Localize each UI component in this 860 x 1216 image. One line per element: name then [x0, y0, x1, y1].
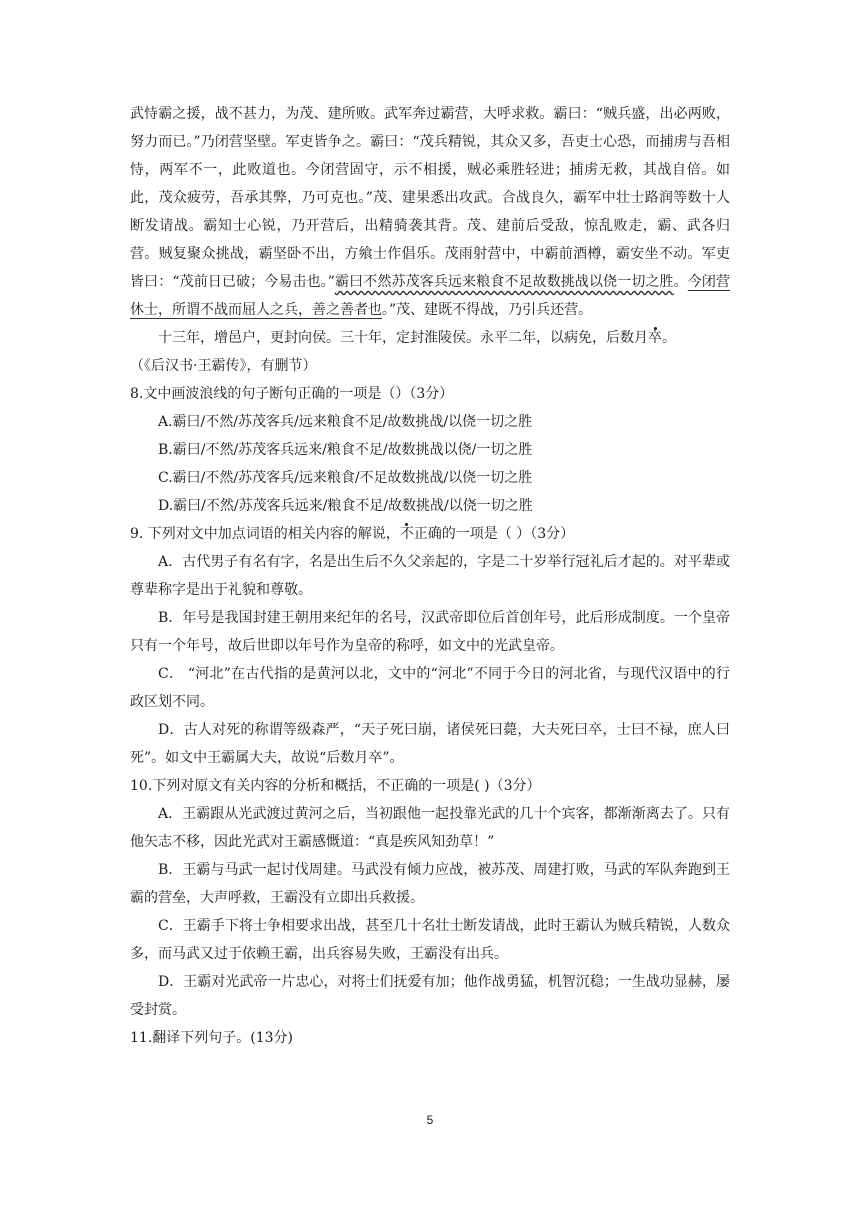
passage-text: 。 — [673, 274, 688, 290]
wavy-underlined-sentence: 霸曰不然苏茂客兵远来粮食不足故数挑战以侥一切之胜 — [334, 274, 674, 290]
passage-text: 。 — [662, 330, 676, 346]
question-10-option-c: C．王霸手下将士争相要求出战，甚至几十名壮士断发请战，此时王霸认为贼兵精锐，人数众多，而马武又过于依赖王霸，出兵容易失败，王霸没有出兵。 — [130, 918, 730, 962]
passage-paragraph-1 — [130, 100, 730, 324]
question-10-stem: 10.下列对原文有关内容的分析和概括，不正确的一项是( )（3分） — [130, 778, 541, 794]
question-9-stem-text: 9. 下列对文中加点词语的相关内容的解说， — [130, 526, 400, 542]
passage-source: （《后汉书·王霸传》，有删节） — [130, 358, 317, 374]
question-9 — [130, 520, 730, 772]
question-11-stem: 11.翻译下列句子。(13分) — [130, 1030, 294, 1046]
question-11 — [130, 1024, 730, 1052]
question-8-option-d: D.霸曰/不然/苏茂客兵远来/粮食不足/故数挑战/以侥一切之胜 — [158, 498, 533, 514]
question-10 — [130, 772, 730, 1024]
underlined-sentence: 今闭营休士，所谓不战而屈人之兵，善之善者也 — [130, 274, 730, 318]
page-content — [130, 100, 730, 1052]
question-9-option-a: A．古代男子有名有字，名是出生后不久父亲起的，字是二十岁举行冠礼后才起的。对平辈或尊辈称字是出于礼貌和尊敬。 — [130, 554, 730, 598]
question-10-option-d: D．王霸对光武帝一片忠心，对将士们抚爱有加；他作战勇猛，机智沉稳；一生战功显赫，屡受封赏。 — [130, 974, 730, 1018]
question-8-option-c: C.霸曰/不然/苏茂客兵/远来粮食/不足故数挑战/以侥一切之胜 — [158, 470, 533, 486]
question-8-stem: 8.文中画波浪线的句子断句正确的一项是（）（3分） — [130, 386, 454, 402]
page-number: 5 — [426, 1113, 434, 1127]
question-8-option-b: B.霸曰/不然/苏茂客兵远来/粮食不足/故数挑战以侥/一切之胜 — [158, 442, 533, 458]
passage-text: 。”茂、建既不得战，乃引兵还营。 — [382, 302, 593, 318]
question-9-option-c: C． “河北”在古代指的是黄河以北，文中的“河北”不同于今日的河北省，与现代汉语中的行政区划不同。 — [130, 666, 730, 710]
question-10-option-a: A．王霸跟从光武渡过黄河之后，当初跟他一起投靠光武的几十个宾客，都渐渐离去了。只有他矢志不移，因此光武对王霸感慨道：“真是疾风知劲草！” — [130, 806, 730, 850]
question-9-option-d: D．古人对死的称谓等级森严，“天子死曰崩，诸侯死曰薨，大夫死曰卒，士曰不禄，庶人曰死”。如文中王霸属大夫，故说“后数月卒”。 — [130, 722, 730, 766]
classical-passage — [130, 100, 730, 380]
question-9-stem-text: 正确的一项是（ ）（3分） — [413, 526, 575, 542]
question-8-option-a: A.霸曰/不然/苏茂客兵/远来粮食不足/故数挑战/以侥一切之胜 — [158, 414, 533, 430]
question-9-stem — [130, 520, 730, 548]
passage-paragraph-2 — [130, 324, 730, 352]
question-8 — [130, 380, 730, 520]
question-9-option-b: B．年号是我国封建王朝用来纪年的名号，汉武帝即位后首创年号，此后形成制度。一个皇帝只有一个年号，故后世即以年号作为皇帝的称呼，如文中的光武皇帝。 — [130, 610, 730, 654]
passage-text: 武恃霸之援，战不甚力，为茂、建所败。武军奔过霸营，大呼求救。霸曰：“贼兵盛，出必两败，努力而已。”乃闭营坚壁。军吏皆争之。霸曰：“茂兵精锐，其众又多，吾吏士心恐，而捕虏与吾相恃，两军不一，此败道也。今闭营固守，示不相援，贼必乘胜轻进；捕虏无救，其战自倍。如此，茂众疲劳，吾承其弊，乃可克也。”茂、建果悉出攻武。合战良久，霸军中壮士路润等数十人断发请战。霸知士心锐，乃开营后，出精骑袭其背。茂、建前后受敌，惊乱败走，霸、武各归营。贼复聚众挑战，霸坚卧不出，方飨士作倡乐。茂雨射营中，中霸前酒樽，霸安坐不动。军吏皆曰：“茂前日已破；今易击也。” — [130, 106, 730, 290]
dotted-word: 卒 — [648, 330, 662, 346]
question-10-option-b: B．王霸与马武一起讨伐周建。马武没有倾力应战，被苏茂、周建打败，马武的军队奔跑到王霸的营垒，大声呼救，王霸没有立即出兵救援。 — [130, 862, 730, 906]
passage-text: 十三年，增邑户，更封向侯。三十年，定封淮陵侯。永平二年，以病免，后数月 — [158, 330, 648, 346]
dotted-word: 不 — [399, 526, 414, 542]
